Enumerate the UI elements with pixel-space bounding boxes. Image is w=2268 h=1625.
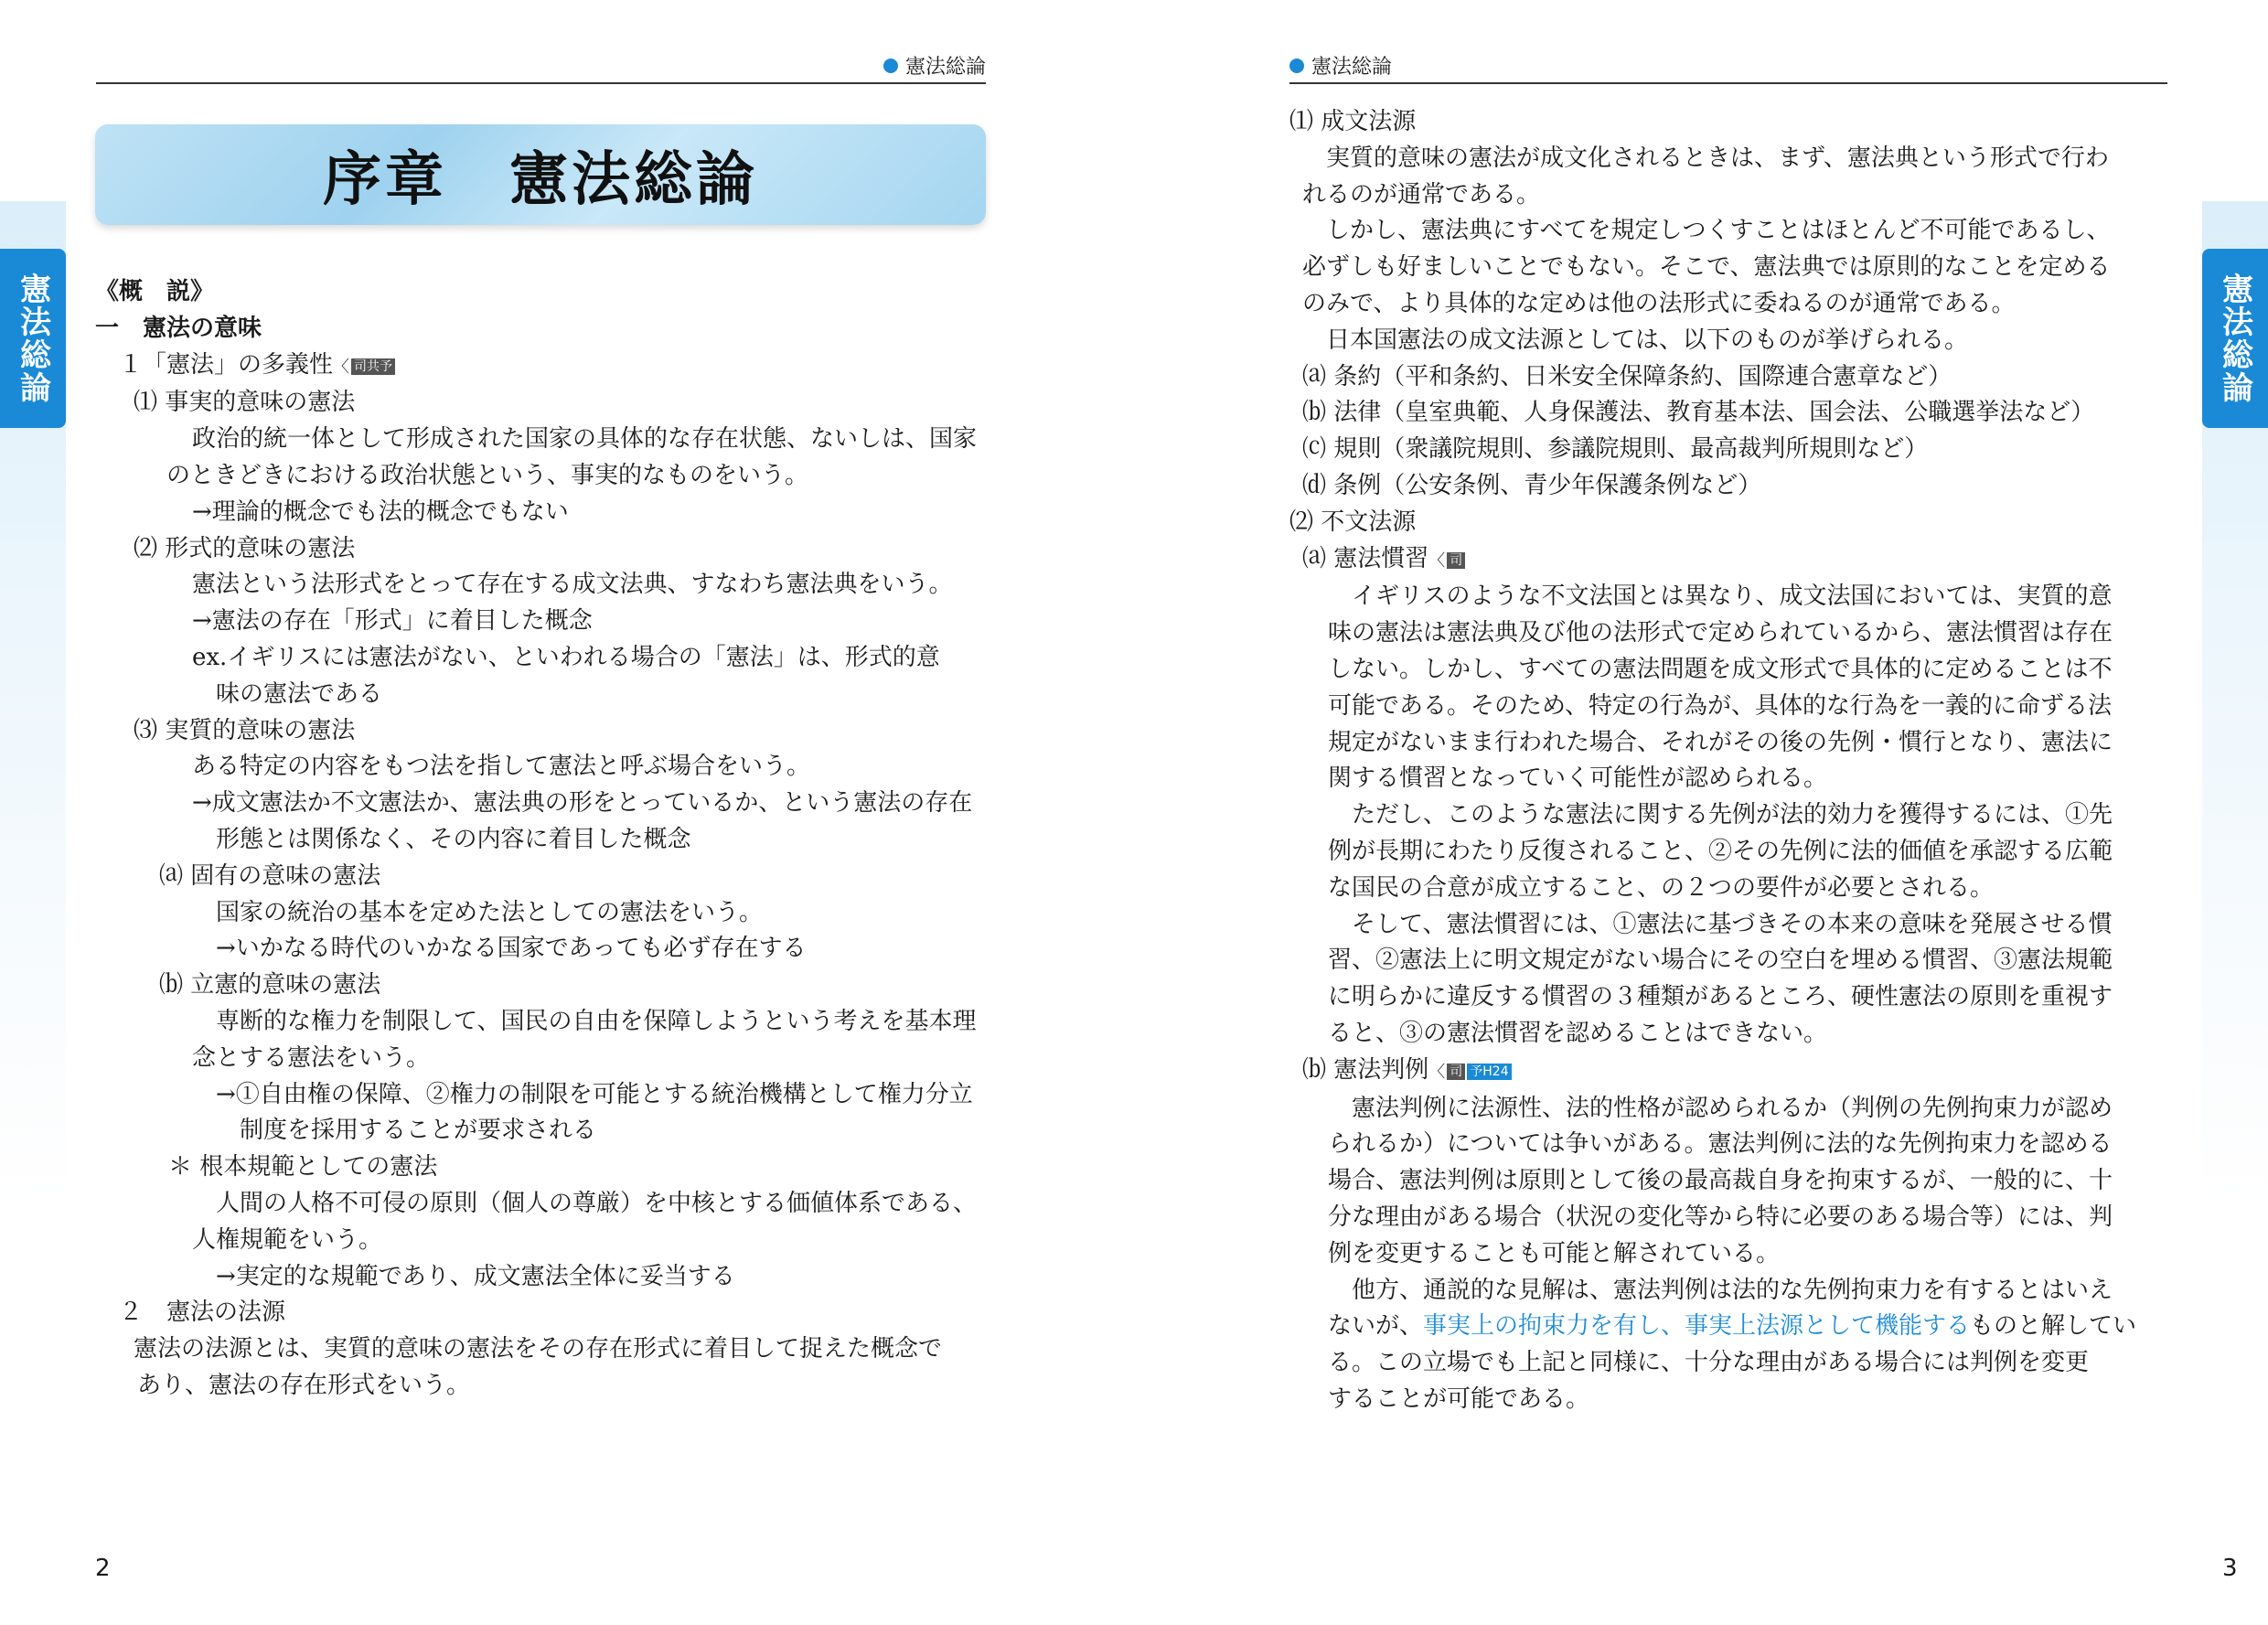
text-line: に明らかに違反する慣習の３種類があるところ、硬性憲法の原則を重視す [1328, 983, 2113, 1011]
text-line: 可能である。そのため、特定の行為が、具体的な行為を一義的に命ずる法 [1328, 691, 2112, 720]
text-line: のときどきにおける政治状態という、事実的なものをいう。 [166, 461, 809, 489]
running-head-text: 憲法総論 [1311, 56, 1393, 79]
text-line: 味の憲法は憲法典及び他の法形式で定められているから、憲法慣習は存在 [1328, 619, 2113, 647]
bullet-dot-icon [883, 59, 898, 73]
bullet-dot-icon [1289, 59, 1304, 73]
exam-tag: 司 [1447, 552, 1465, 569]
text-line: 習、②憲法上に明文規定がない場合にその空白を埋める慣習、③憲法規範 [1328, 946, 2113, 975]
text-line: することが可能である。 [1328, 1384, 1590, 1413]
text-line: 念とする憲法をいう。 [192, 1043, 431, 1072]
text-line: あり、憲法の存在形式をいう。 [137, 1371, 471, 1399]
exam-tag: 司 [1447, 1064, 1465, 1080]
exam-tag-year: 予H24 [1467, 1064, 1511, 1080]
list-item: ⒞ 規則（衆議院規則、参議院規則、最高裁判所規則など） [1302, 435, 1929, 464]
list-item: ⒜ 条約（平和条約、日米安全保障条約、国際連合憲章など） [1302, 362, 1952, 390]
running-head [883, 51, 986, 80]
text-line: →いかなる時代のいかなる国家であっても必ず存在する [216, 935, 807, 963]
tag-bracket-icon: 〈 [1428, 1062, 1446, 1082]
tag-bracket-icon: 〈 [333, 357, 350, 377]
text-line: 他方、通説的な見解は、憲法判例は法的な先例拘束力を有するとはいえ [1352, 1276, 2113, 1304]
text-line: ると、③の憲法慣習を認めることはできない。 [1328, 1019, 1828, 1047]
text-line: 人間の人格不可侵の原則（個人の尊厳）を中核とする価値体系である、 [216, 1189, 978, 1217]
text-line: 例が長期にわたり反復されること、②その先例に法的価値を承認する広範 [1328, 837, 2113, 865]
right-content [1289, 104, 2169, 1418]
text-line: 関する慣習となっていく可能性が認められる。 [1328, 764, 1828, 793]
text-line: 形態とは関係なく、その内容に着目した概念 [216, 825, 691, 853]
text-line: 実質的意味の憲法が成文化されるときは、まず、憲法典という形式で行わ [1326, 144, 2109, 172]
text-line: 味の憲法である [216, 679, 383, 708]
text-line: イギリスのような不文法国とは異なり、成文法国においては、実質的意 [1352, 583, 2113, 611]
highlighted-text: 事実上の拘束力を有し、事実上法源として機能する [1423, 1312, 1971, 1341]
page-number: 2 [95, 1555, 111, 1582]
text-line: ただし、このような憲法に関する先例が法的効力を獲得するには、①先 [1352, 801, 2113, 829]
text-line: 例を変更することも可能と解されている。 [1328, 1239, 1781, 1267]
item-heading: ⑴ 事実的意味の憲法 [134, 389, 356, 417]
right-page [1134, 0, 2268, 1625]
exam-tag: 司共予 [351, 358, 395, 375]
page-number: 3 [2222, 1555, 2238, 1582]
item-heading: ⒜ 固有の意味の憲法 [159, 861, 381, 890]
list-item: ⒟ 条例（公安条例、青少年保護条例など） [1302, 471, 1762, 499]
text-line [1289, 1309, 2169, 1345]
running-head [1289, 51, 1392, 80]
text-line: しかし、憲法典にすべてを規定しつくすことはほとんど不可能であるし、 [1326, 217, 2111, 245]
text-line: 必ずしも好ましいことでもない。そこで、憲法典では原則的なことを定める [1302, 253, 2111, 282]
item-heading: ⑵ 不文法源 [1289, 508, 1417, 536]
text-line: ある特定の内容をもつ法を指して憲法と呼ぶ場合をいう。 [192, 753, 811, 781]
text-line: 日本国憲法の成文法源としては、以下のものが挙げられる。 [1326, 326, 1969, 354]
item-heading: ＊ 根本規範としての憲法 [168, 1153, 438, 1181]
text-line: 憲法判例に法源性、法的性格が認められるか（判例の先例拘束力が認め [1352, 1094, 2113, 1122]
text-segment: ないが、 [1328, 1312, 1424, 1341]
tag-bracket-icon: 〈 [1428, 551, 1446, 571]
text-line: 国家の統治の基本を定めた法としての憲法をいう。 [216, 898, 764, 926]
header-rule [1289, 82, 2167, 84]
text-line: 政治的統一体として形成された国家の具体的な存在状態、ないしは、国家 [192, 425, 978, 454]
item-heading-text: ⒝ 憲法判例 [1302, 1055, 1429, 1084]
item-heading [1289, 1053, 2169, 1091]
list-item: ⒝ 法律（皇室典範、人身保護法、教育基本法、国会法、公職選挙法など） [1302, 399, 2095, 427]
left-content [95, 274, 988, 1405]
item-heading: ⑴ 成文法源 [1289, 108, 1417, 135]
text-line: 人権規範をいう。 [192, 1225, 383, 1254]
subsection-heading: ２ 憲法の法源 [119, 1299, 286, 1327]
text-line: 専断的な権力を制限して、国民の自由を保障しようという考えを基本理 [216, 1007, 977, 1035]
text-line: な国民の合意が成立すること、の２つの要件が必要とされる。 [1328, 873, 1995, 902]
text-segment: ものと解してい [1970, 1312, 2137, 1341]
text-line: そして、憲法慣習には、①憲法に基づきその本来の意味を発展させる慣 [1352, 910, 2113, 938]
section-heading: 一 憲法の意味 [95, 314, 262, 342]
text-line: る。この立場でも上記と同様に、十分な理由がある場合には判例を変更 [1328, 1349, 2090, 1377]
text-line: 分な理由がある場合（状況の変化等から特に必要のある場合等）には、判 [1328, 1203, 2113, 1231]
text-line: 憲法の法源とは、実質的意味の憲法をその存在形式に着目して捉えた概念で [134, 1335, 943, 1363]
text-line: しない。しかし、すべての憲法問題を成文形式で具体的に定めることは不 [1328, 655, 2113, 683]
text-line: のみで、より具体的な定めは他の法形式に委ねるのが通常である。 [1302, 289, 2016, 317]
text-line: →理論的概念でも法的概念でもない [192, 497, 569, 526]
chapter-title-banner [95, 124, 986, 225]
side-tab[interactable]: 憲法総論 [0, 249, 66, 428]
item-heading: ⑶ 実質的意味の憲法 [134, 716, 356, 744]
item-heading [1289, 541, 2169, 580]
side-tab[interactable]: 憲法総論 [2202, 249, 2268, 428]
text-line: →①自由権の保障、②権力の制限を可能とする統治機構として権力分立 [216, 1080, 973, 1108]
chapter-title: 序章 憲法総論 [323, 146, 758, 214]
text-line: れるのが通常である。 [1302, 180, 1541, 208]
text-line: 場合、憲法判例は原則として後の最高裁自身を拘束するが、一般的に、十 [1328, 1167, 2113, 1195]
text-line: →成文憲法か不文憲法か、憲法典の形をとっているか、という憲法の存在 [192, 789, 973, 818]
subsection-text: １「憲法」の多義性 [119, 350, 334, 379]
text-line: 憲法という法形式をとって存在する成文法典、すなわち憲法典をいう。 [192, 571, 953, 599]
text-line: 制度を採用することが要求される [240, 1117, 597, 1145]
item-heading-text: ⒜ 憲法慣習 [1302, 544, 1429, 572]
text-line: られるか）については争いがある。憲法判例に法的な先例拘束力を認める [1328, 1130, 2113, 1159]
text-line: ex.イギリスには憲法がない、といわれる場合の「憲法」は、形式的意 [192, 643, 940, 671]
overview-heading: 《概 説》 [95, 278, 215, 305]
running-head-text: 憲法総論 [904, 56, 986, 79]
text-line: →憲法の存在「形式」に着目した概念 [192, 607, 593, 636]
subsection-heading [95, 347, 988, 386]
item-heading: ⒝ 立憲的意味の憲法 [159, 971, 381, 1000]
text-line: 規定がないまま行われた場合、それがその後の先例・慣行となり、憲法に [1328, 728, 2113, 756]
text-line: →実定的な規範であり、成文憲法全体に妥当する [216, 1262, 735, 1290]
item-heading: ⑵ 形式的意味の憲法 [134, 534, 356, 562]
header-rule [96, 82, 986, 84]
